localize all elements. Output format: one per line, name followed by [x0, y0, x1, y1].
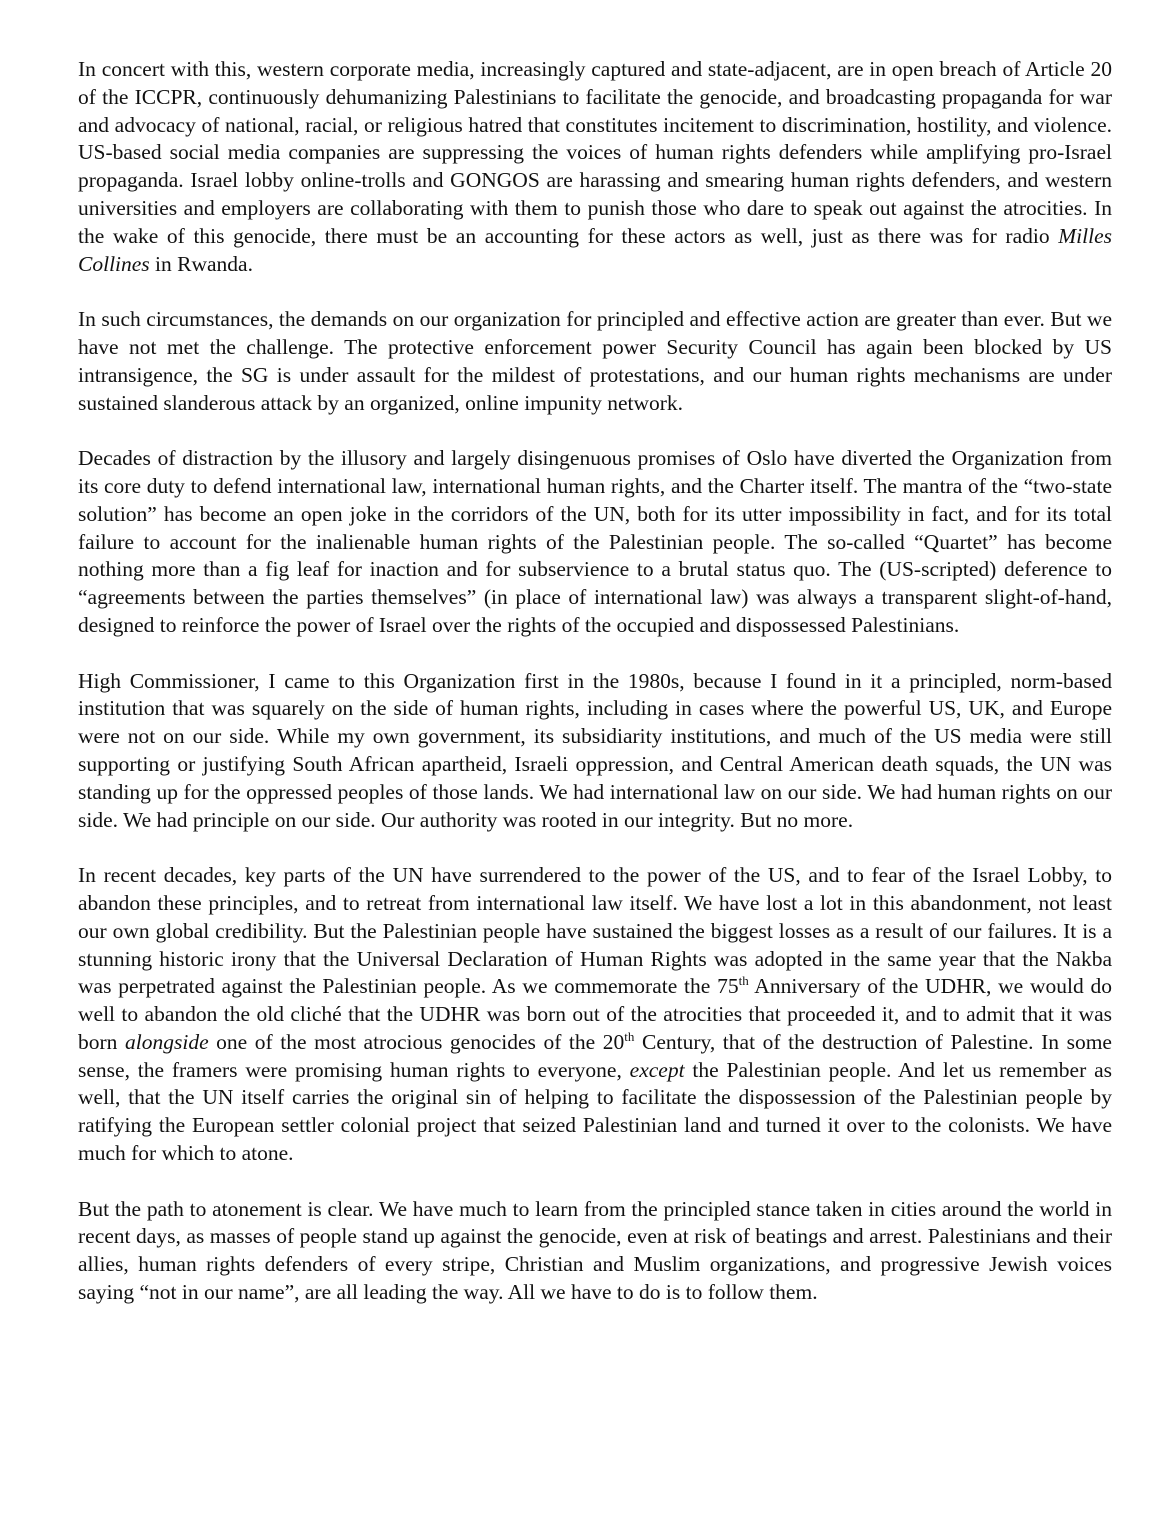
ordinal-superscript: th [738, 973, 749, 989]
paragraph-atonement: But the path to atonement is clear. We have much to learn from the principled stance taken in cities around the world in recent days, as masses of people stand up against the genocide, even at risk of beatings and arrest. Palestinians and their allies, human rights defenders of every stripe, Christian and Muslim organizations, and progressive Jewish voices saying “not in our name”, are all leading the way. All we have to do is to follow them. [78, 1196, 1112, 1305]
paragraph-demands: In such circumstances, the demands on our organization for principled and effective action are greater than ever. But we have not met the challenge. The protective enforcement power Security Council has again been blocked by US intransigence, the SG is under assault for the mildest of protestations, and our human rights mechanisms are under sustained slanderous attack by an organized, online impunity network. [78, 307, 1112, 415]
paragraph-text-end: in Rwanda. [149, 251, 253, 276]
italic-radio-name: Milles Collines [78, 223, 1112, 276]
paragraph-oslo: Decades of distraction by the illusory and largely disingenuous promises of Oslo have diverted the Organization from its core duty to defend international law, international human rights, and the Charter itself. The mantra of the “two-state solution” has become an open joke in the corridors of the UN, both for its utter impossibility in fact, and for its total failure to account for the inalienable human rights of the Palestinian people. The so-called “Quartet” has become nothing more than a fig leaf for inaction and for subservience to a brutal status quo. The (US-scripted) deference to “agreements between the parties themselves” (in place of international law) was always a transparent slight-of-hand, designed to reinforce the power of Israel over the rights of the occupied and dispossessed Palestinians. [78, 446, 1112, 637]
document-page [78, 56, 1112, 1307]
paragraph-media-breach [78, 56, 1112, 278]
italic-alongside: alongside [125, 1029, 209, 1054]
paragraph-text: In concert with this, western corporate media, increasingly captured and state-adjacent, are in open breach of Article 20 of the ICCPR, continuously dehumanizing Palestinians to facilitate the genocide, and broadcasting propaganda for war and advocacy of national, racial, or religious hatred that constitutes incitement to discrimination, hostility, and violence. US-based social media companies are suppressing the voices of human rights defenders while amplifying pro-Israel propaganda. Israel lobby online-trolls and GONGOS are harassing and smearing human rights defenders, and western universities and employers are collaborating with them to punish those who dare to speak out against the atrocities. In the wake of this genocide, there must be an accounting for these actors as well, just as there was for radio [78, 57, 1112, 248]
paragraph-text: Anniversary of the UDHR, we would do well to abandon the old cliché that the UDHR was born out of the atrocities that proceeded it, and to admit that it was born [78, 974, 1112, 1054]
paragraph-high-commissioner: High Commissioner, I came to this Organization first in the 1980s, because I found in it a principled, norm-based institution that was squarely on the side of human rights, including in cases where the powerful US, UK, and Europe were not on our side. While my own government, its subsidiarity institutions, and much of the US media were still supporting or justifying South African apartheid, Israeli oppression, and Central American death squads, the UN was standing up for the oppressed peoples of those lands. We had international law on our side. We had human rights on our side. We had principle on our side. Our authority was rooted in our integrity. But no more. [78, 668, 1112, 832]
paragraph-text: the Palestinian people. And let us remember as well, that the UN itself carries the original sin of helping to facilitate the dispossession of the Palestinian people by ratifying the European settler colonial project that seized Palestinian land and turned it over to the colonists. We have much for which to atone. [78, 1057, 1112, 1166]
paragraph-text: In recent decades, key parts of the UN have surrendered to the power of the US, and to fear of the Israel Lobby, to abandon these principles, and to retreat from international law itself. We have lost a lot in this abandonment, not least our own global credibility. But the Palestinian people have sustained the biggest losses as a result of our failures. It is a stunning historic irony that the Universal Declaration of Human Rights was adopted in the same year that the Nakba was perpetrated against the Palestinian people. As we commemorate the 75 [78, 863, 1112, 999]
paragraph-text: Century, that of the destruction of Palestine. In some sense, the framers were promising human rights to everyone, [78, 1029, 1112, 1082]
ordinal-superscript: th [624, 1028, 635, 1044]
italic-except: except [629, 1057, 685, 1082]
paragraph-recent-decades [78, 862, 1112, 1168]
paragraph-text: one of the most atrocious genocides of the 20 [208, 1029, 625, 1054]
